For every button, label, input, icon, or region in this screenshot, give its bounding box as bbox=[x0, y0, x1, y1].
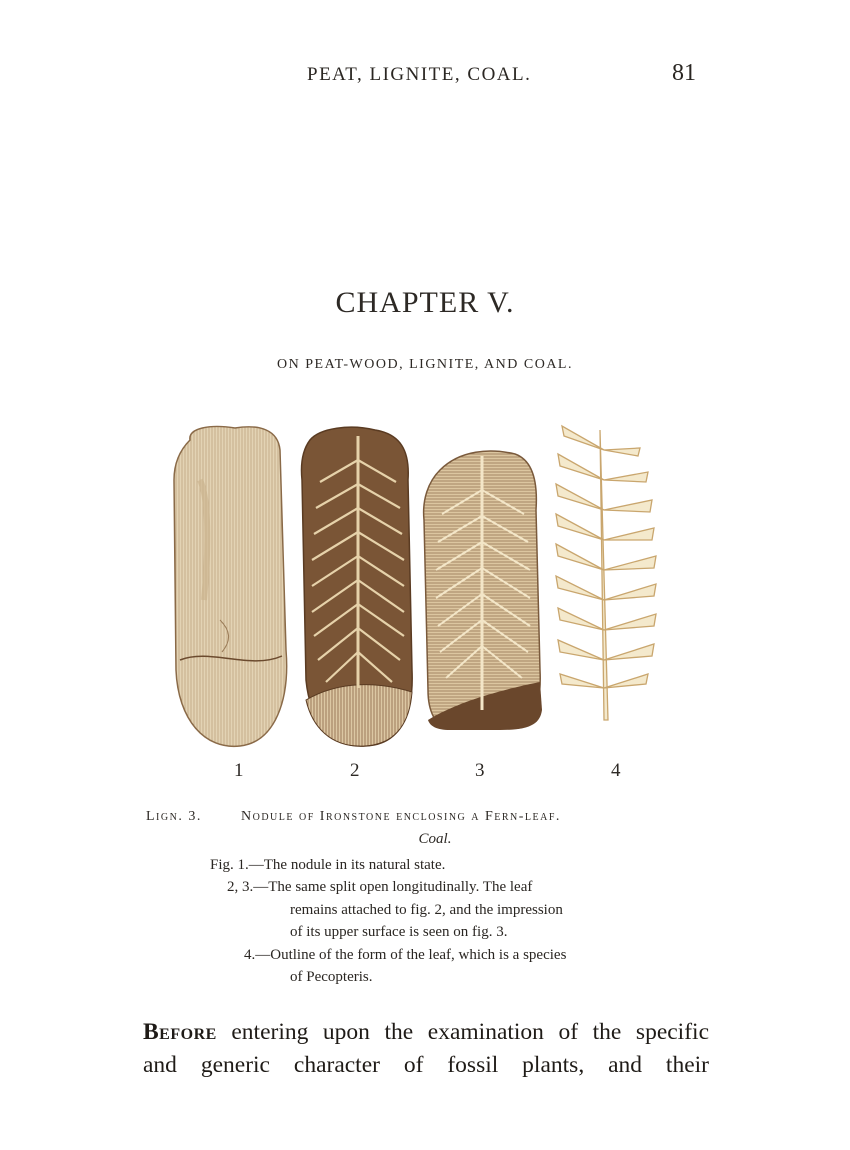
figure-number-2: 2 bbox=[350, 760, 360, 781]
chapter-subtitle: ON PEAT-WOOD, LIGNITE, AND COAL. bbox=[277, 357, 573, 372]
figure-number-4: 4 bbox=[611, 760, 621, 781]
legend-line: of its upper surface is seen on fig. 3. bbox=[290, 924, 508, 940]
figure-plate bbox=[160, 420, 680, 760]
body-line-1 bbox=[143, 1016, 709, 1049]
body-paragraph bbox=[143, 1016, 709, 1082]
figure-2-split-nodule bbox=[301, 427, 412, 746]
legend-line: 2, 3.—The same split open longitudinally. The leaf bbox=[227, 879, 533, 895]
page-number: 81 bbox=[672, 60, 696, 86]
chapter-title: CHAPTER V. bbox=[335, 286, 515, 319]
figure-label: Lign. 3. bbox=[146, 809, 202, 824]
figure-subtitle: Coal. bbox=[418, 831, 452, 847]
figure-title: Nodule of Ironstone enclosing a Fern-leaf. bbox=[241, 809, 561, 824]
figure-number-1: 1 bbox=[234, 760, 244, 781]
legend-line: Fig. 1.—The nodule in its natural state. bbox=[210, 857, 446, 873]
figure-3-impression bbox=[424, 451, 542, 730]
fern-nodule-illustration bbox=[160, 420, 680, 760]
legend-line: of Pecopteris. bbox=[290, 969, 373, 985]
legend-line: remains attached to fig. 2, and the impression bbox=[290, 902, 563, 918]
body-line-2: and generic character of fossil plants, and their bbox=[143, 1052, 709, 1078]
figure-1-nodule bbox=[174, 427, 287, 747]
running-title: PEAT, LIGNITE, COAL. bbox=[307, 64, 532, 85]
figure-4-leaf-outline bbox=[556, 426, 656, 720]
figure-caption bbox=[0, 809, 850, 829]
legend-line: 4.—Outline of the form of the leaf, which is a species bbox=[244, 947, 567, 963]
running-head bbox=[0, 60, 850, 92]
body-line-1-text: entering upon the examination of the specific bbox=[216, 1019, 709, 1045]
body-lead-word: Before bbox=[143, 1019, 217, 1045]
figure-number-3: 3 bbox=[475, 760, 485, 781]
